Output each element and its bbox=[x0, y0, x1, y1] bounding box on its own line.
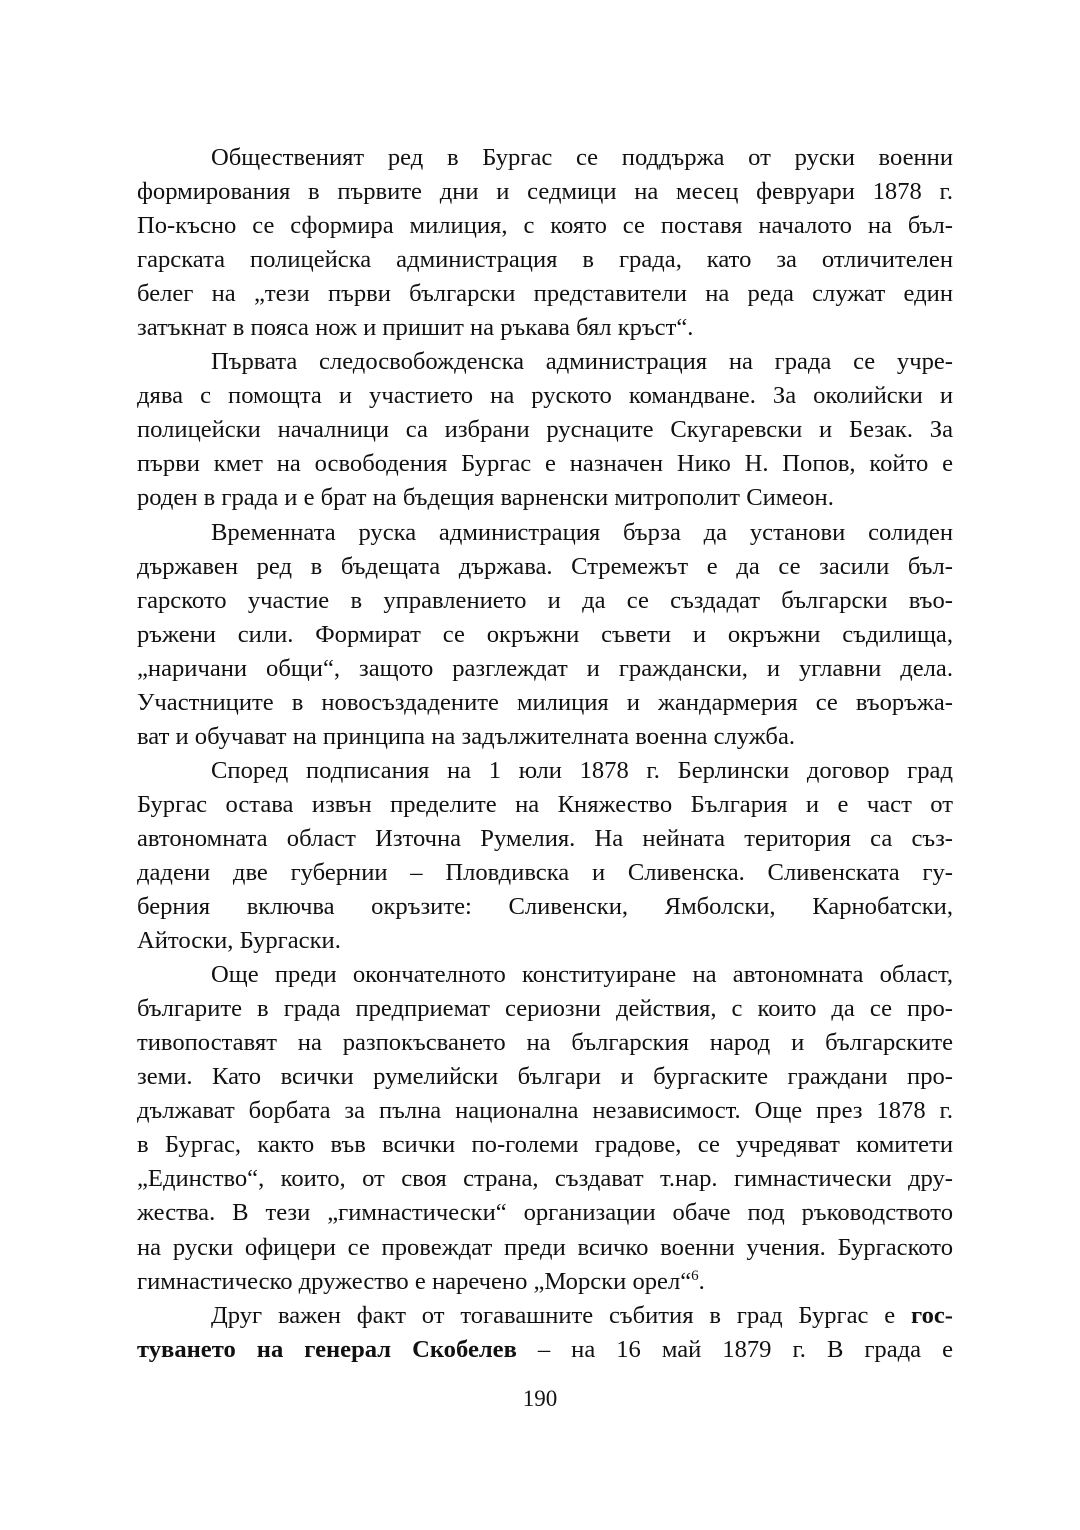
text-line: автономната област Източна Румелия. На нейната територия са съз- bbox=[137, 824, 953, 852]
text-line: Според подписания на 1 юли 1878 г. Берлински договор град bbox=[211, 756, 953, 784]
text-line: Временната руска администрация бърза да установи солиден bbox=[211, 518, 953, 546]
text-line-content: гимнастическо дружество е наречено „Морски орел“ bbox=[137, 1267, 692, 1295]
text-line: дължават борбата за пълна национална независимост. Още през 1878 г. bbox=[137, 1097, 953, 1125]
text-line: формирования в първите дни и седмици на месец февруари 1878 г. bbox=[137, 178, 953, 206]
text-line: Първата следосвобожденска администрация на града се учре- bbox=[211, 348, 953, 376]
paragraph-berlin-treaty bbox=[137, 754, 953, 958]
text-line: По-късно се сформира милиция, с която се поставя началото на бъл- bbox=[137, 212, 953, 240]
text-line: дадени две губернии – Пловдивска и Сливенска. Сливенската гу- bbox=[137, 858, 953, 886]
text-line: държавен ред в бъдещата държава. Стремежът е да се засили бъл- bbox=[137, 552, 953, 580]
paragraph-skobelev-visit bbox=[137, 1299, 953, 1367]
footnote-reference[interactable]: 6 bbox=[691, 1267, 699, 1284]
document-body bbox=[137, 141, 953, 1367]
text-line bbox=[137, 1299, 953, 1333]
paragraph-administration bbox=[137, 345, 953, 515]
text-line-end: . bbox=[698, 1267, 705, 1295]
text-line: първи кмет на освободения Бургас е назначен Нико Н. Попов, който е bbox=[137, 450, 953, 478]
text-line: тивопоставят на разпокъсването на българския народ и българските bbox=[137, 1029, 953, 1057]
text-line: Бургас остава извън пределите на Княжество България и е част от bbox=[137, 790, 953, 818]
paragraph-unity-committees bbox=[137, 958, 953, 1298]
paragraph-temporary-administration bbox=[137, 516, 953, 754]
text-line bbox=[137, 1265, 953, 1299]
text-line: Още преди окончателното конституиране на автономната област, bbox=[211, 961, 953, 989]
text-line: на руски офицери се провеждат преди всичко военни учения. Бургаското bbox=[137, 1233, 953, 1261]
text-line: Айтоски, Бургаски. bbox=[137, 927, 341, 955]
text-line bbox=[137, 1333, 953, 1367]
paragraph-public-order bbox=[137, 141, 953, 345]
text-line: дява с помощта и участието на руското командване. За околийски и bbox=[137, 382, 953, 410]
text-line: „наричани общи“, защото разглеждат и граждански, и углавни дела. bbox=[137, 654, 953, 682]
text-line: берния включва окръзите: Сливенски, Ямболски, Карнобатски, bbox=[137, 893, 953, 921]
text-line: Участниците в новосъздадените милиция и жандармерия се въоръжа- bbox=[137, 688, 953, 716]
text-line: затъкнат в пояса нож и пришит на ръкава бял кръст“. bbox=[137, 314, 694, 342]
text-line: полицейски началници са избрани руснаците Скугаревски и Безак. За bbox=[137, 416, 953, 444]
text-line: гарското участие в управлението и да се създадат български въо- bbox=[137, 586, 953, 614]
text-line: в Бургас, както във всички по-големи градове, се учредяват комитети bbox=[137, 1131, 953, 1159]
text-line: Общественият ред в Бургас се поддържа от руски военни bbox=[211, 144, 953, 171]
bold-text-run: гос- bbox=[911, 1301, 953, 1329]
text-line: ръжени сили. Формират се окръжни съвети и окръжни съдилища, bbox=[137, 620, 953, 648]
text-line: ват и обучават на принципа на задължителната военна служба. bbox=[137, 722, 796, 750]
text-line: гарската полицейска администрация в града, като за отличителен bbox=[137, 246, 953, 274]
text-line: българите в града предприемат сериозни действия, с които да се про- bbox=[137, 995, 953, 1023]
bold-text-run: туването на генерал Скобелев bbox=[137, 1335, 517, 1363]
text-line: белег на „тези първи български представители на реда служат един bbox=[137, 280, 953, 308]
text-line: земи. Като всички румелийски българи и бургаските граждани про- bbox=[137, 1063, 953, 1091]
page-number: 190 bbox=[522, 1386, 558, 1411]
text-run: – на 16 май 1879 г. В града е bbox=[516, 1335, 953, 1363]
text-run: Друг важен факт от тогавашните събития в град Бургас е bbox=[211, 1301, 912, 1329]
text-line: роден в града и е брат на бъдещия варненски митрополит Симеон. bbox=[137, 484, 834, 512]
text-line: „Единство“, които, от своя страна, създават т.нар. гимнастически дру- bbox=[137, 1165, 953, 1193]
text-line: жества. В тези „гимнастически“ организации обаче под ръководството bbox=[137, 1199, 953, 1227]
